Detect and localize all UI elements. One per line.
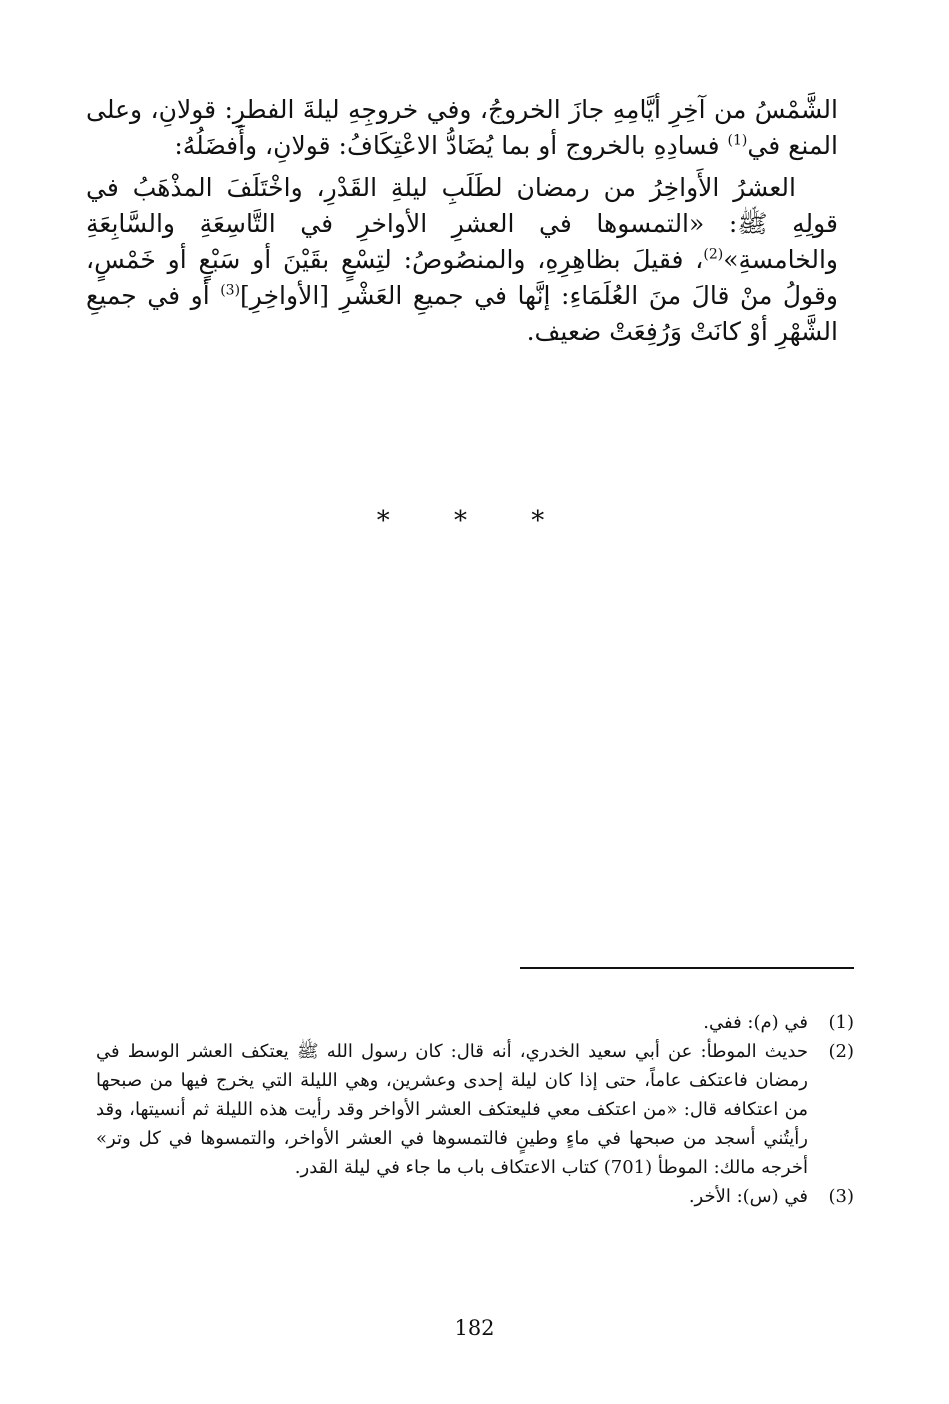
footnote-1-text: في (م): ففي.	[703, 1012, 808, 1033]
footnote-divider	[520, 967, 854, 969]
footnote-ref-1: (1)	[727, 132, 748, 149]
footnote-2	[96, 1037, 854, 1182]
page-number: 182	[454, 1316, 495, 1340]
paragraph-2-text-c: أو في جميعِ الشَّهْرِ أوْ كانَتْ وَرُفِعَتْ ضعيف.	[86, 281, 838, 346]
footnote-2-number: (2)	[828, 1041, 854, 1062]
paragraph-1-text-b: فسادِهِ بالخروج أو بما يُضَادُّ الاعْتِكَافُ: قولانِ، وأَفضَلُهُ:	[174, 131, 728, 160]
footnote-3-text: في (س): الأخر.	[688, 1186, 808, 1207]
paragraph-1-text-a: الشَّمْسُ من آخِرِ أيَّامِهِ جازَ الخروجُ، وفي خروجِهِ ليلةَ الفطرِ: قولانِ، وعلى المنع في	[86, 95, 838, 160]
footnote-1-number: (1)	[828, 1012, 854, 1033]
footnotes	[96, 1008, 854, 1211]
footnote-2-text: حديث الموطأ: عن أبي سعيد الخدري، أنه قال: كان رسول الله ﷺ يعتكف العشر الوسط في رمضان فاعتكف عاماً، حتى إذا كان ليلة إحدى وعشرين، وهي الليلة التي يخرج فيها من صبحها من اعتكافه قال: «من اعتكف معي فليعتكف العشر الأواخر وقد رأيت هذه الليلة ثم أنسيتها، وقد رأيتُني أسجد من صبحها في ماءٍ وطينٍ فالتمسوها في العشر الأواخر، والتمسوها في كل وتر» أخرجه مالك: الموطأ (701) كتاب الاعتكاف باب ما جاء في ليلة القدر.	[96, 1041, 808, 1178]
footnote-3	[96, 1182, 854, 1211]
footnote-1	[96, 1008, 854, 1037]
footnote-ref-3: (3)	[220, 282, 241, 299]
paragraph-2-text-b: ، فقيلَ بظاهِرِهِ، والمنصُوصُ: لتِسْعٍ بقَيْنَ أو سَبْعٍ أو خَمْسٍ، وقولُ منْ قالَ منَ العُلَمَاءِ: إنَّها في جميعِ العَشْرِ [الأواخِرِ]	[86, 245, 839, 310]
main-text	[86, 92, 838, 350]
paragraph-2	[86, 170, 838, 350]
section-separator: * * *	[376, 506, 573, 536]
footnote-3-number: (3)	[828, 1186, 854, 1207]
paragraph-2-text-a: العشرُ الأَواخِرُ من رمضان لطَلَبِ ليلةِ القَدْرِ، واخْتَلَفَ المذْهَبُ في قولِهِ ﷺ: «التمسوها في العشرِ الأواخرِ في التَّاسِعَةِ والسَّابِعَةِ والخامسةِ»	[86, 173, 838, 274]
paragraph-1	[86, 92, 838, 164]
footnote-ref-2: (2)	[703, 246, 724, 263]
